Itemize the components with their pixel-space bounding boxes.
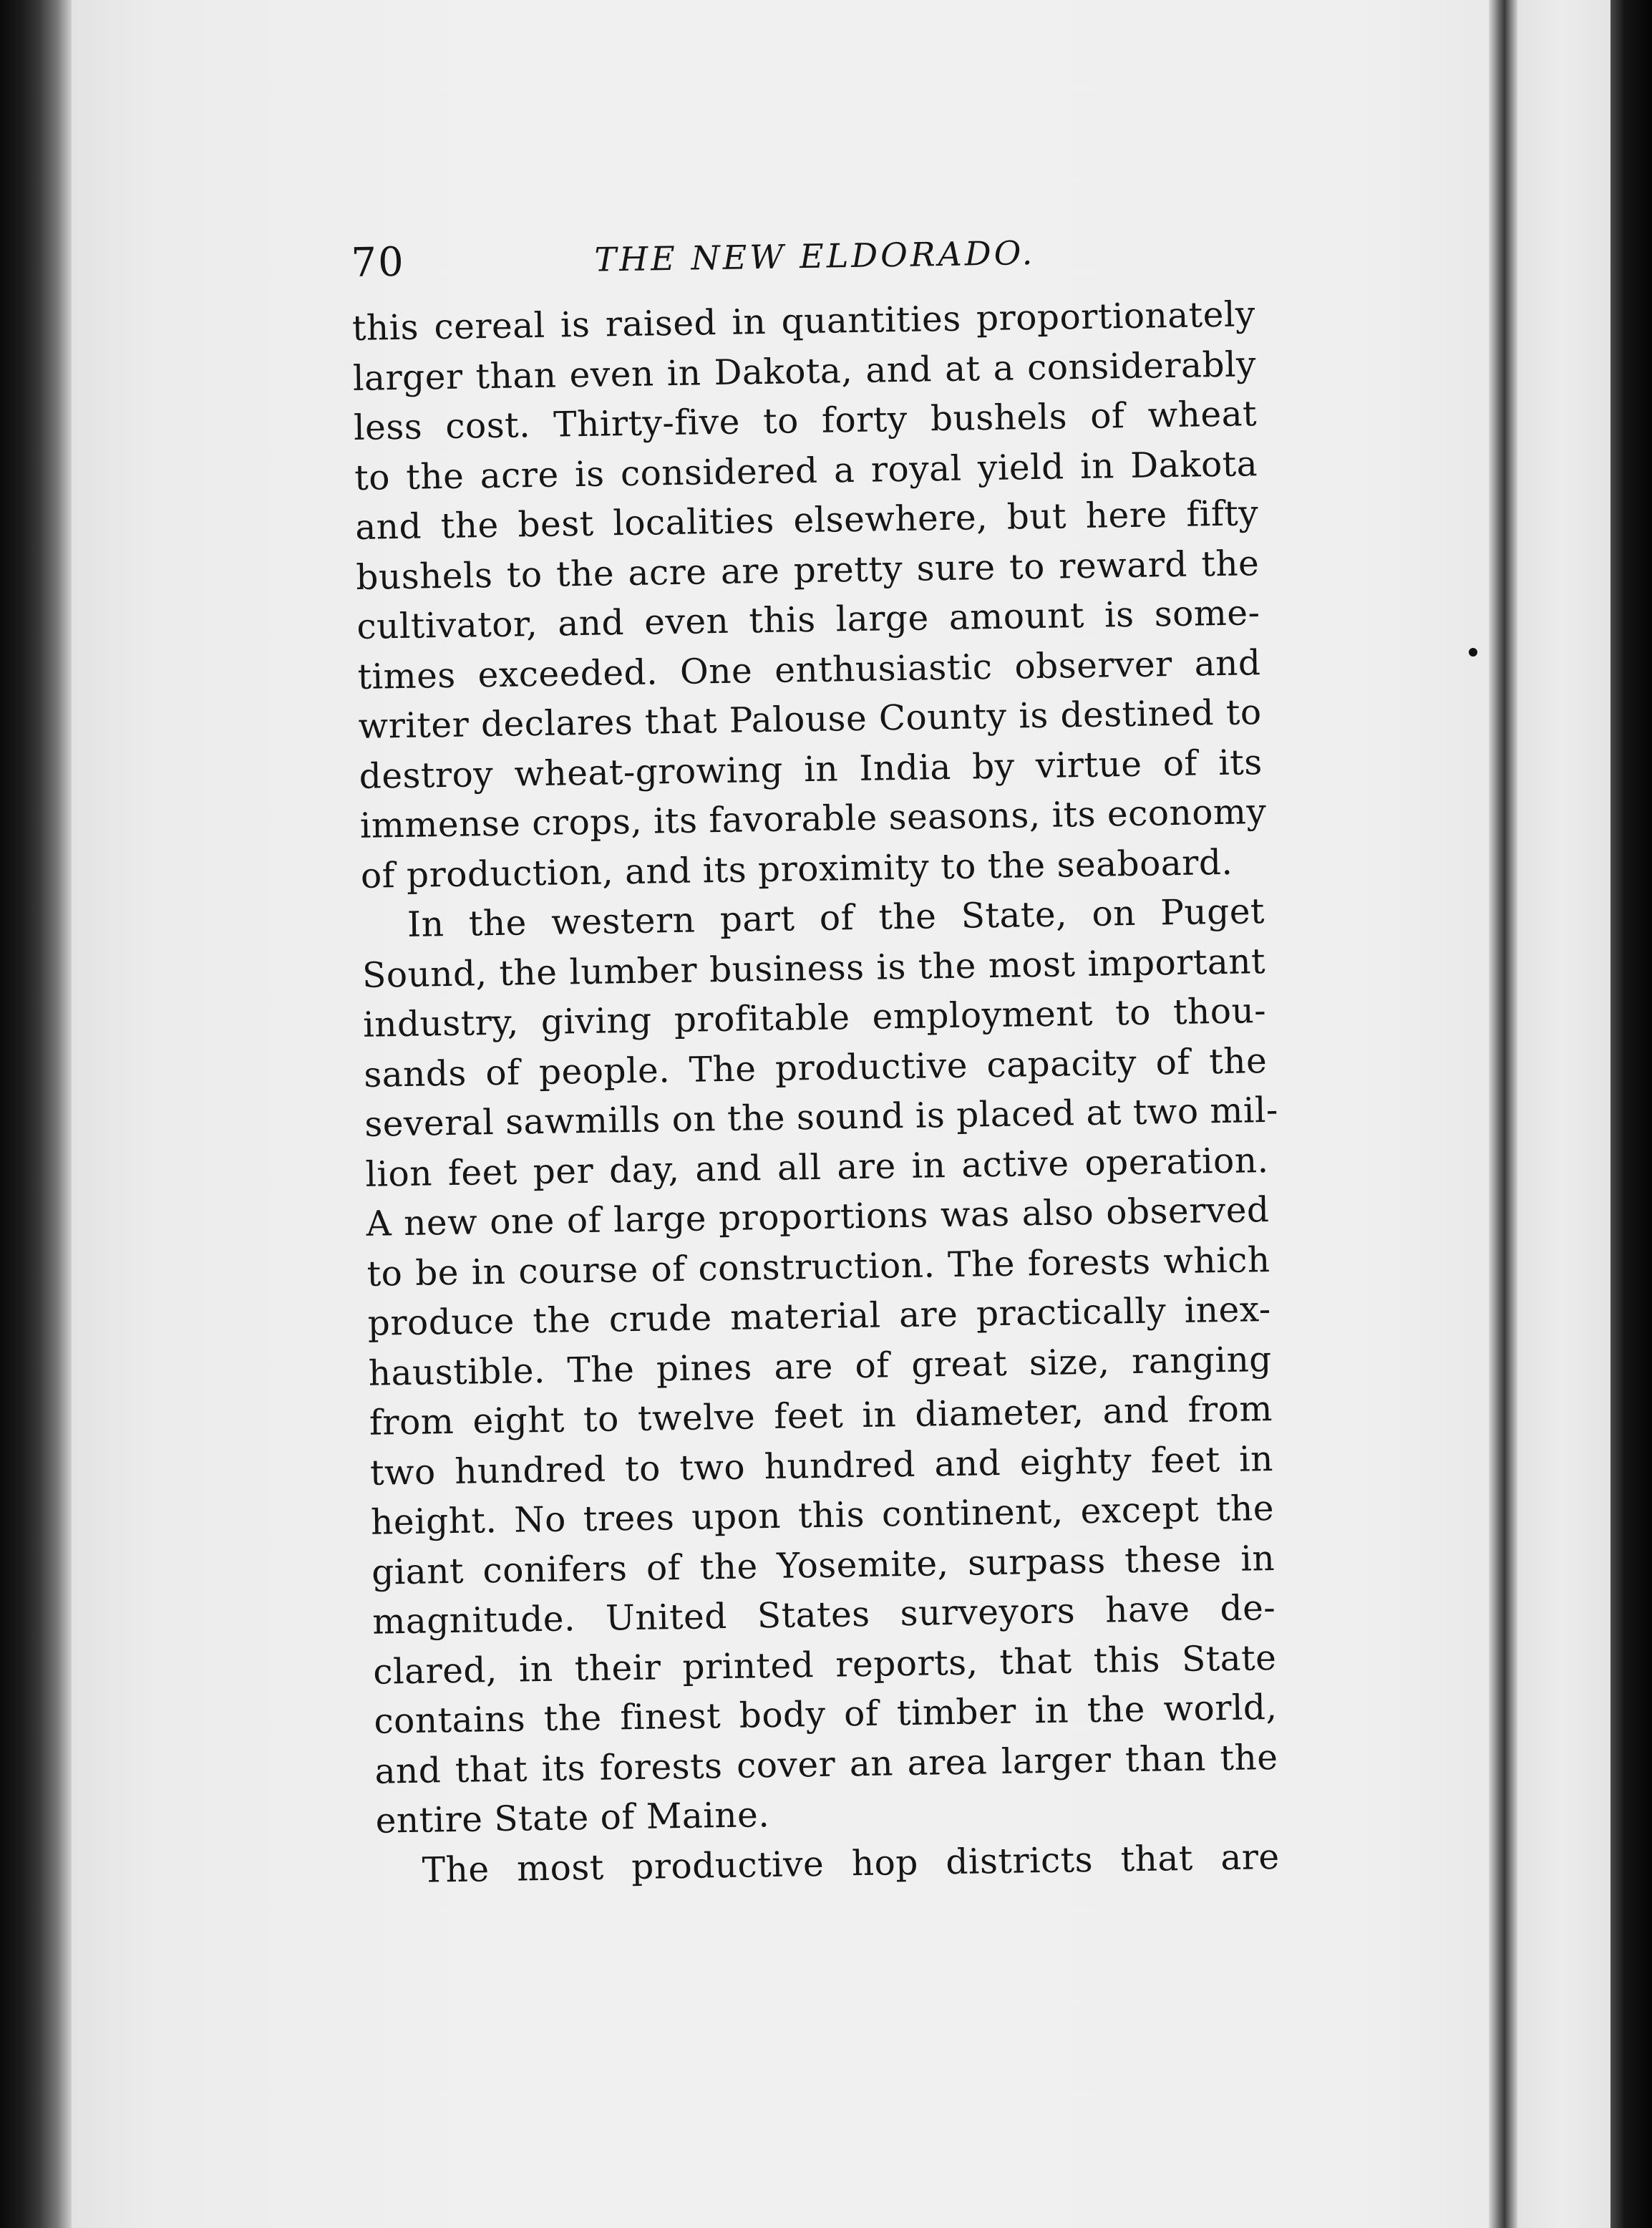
- text-line: produce the crude material are practically inex-: [367, 1289, 1272, 1344]
- text-line: from eight to twelve feet in diameter, and from: [369, 1388, 1273, 1443]
- text-line: of production, and its proximity to the seaboard.: [360, 842, 1233, 896]
- text-line: haustible. The pines are of great size, ranging: [368, 1339, 1273, 1394]
- text-line: two hundred to two hundred and eighty feet in: [369, 1438, 1274, 1493]
- text-line: contains the finest body of timber in the world,: [374, 1687, 1278, 1742]
- binding-edge-right: [1610, 0, 1652, 2228]
- text-line: industry, giving profitable employment to thou-: [362, 991, 1267, 1045]
- text-line: times exceeded. One enthusiastic observer and: [357, 642, 1261, 697]
- body-text: [351, 290, 1307, 1897]
- text-line: to be in course of construction. The forests which: [366, 1239, 1270, 1294]
- adjacent-page-edge: [1517, 0, 1610, 2228]
- text-line: The most productive hop districts that are: [422, 1836, 1281, 1891]
- text-line: A new one of large proportions was also observed: [366, 1190, 1270, 1244]
- text-line: to the acre is considered a royal yield in Dakota: [354, 443, 1258, 498]
- text-line: giant conifers of the Yosemite, surpass these in: [371, 1538, 1276, 1593]
- text-line: magnitude. United States surveyors have de-: [371, 1587, 1276, 1642]
- text-line: lion feet per day, and all are in active operation.: [365, 1140, 1269, 1195]
- ink-speck: [1469, 648, 1477, 657]
- text-line: and the best localities elsewhere, but here fifty: [354, 493, 1259, 548]
- page-fold: [1489, 0, 1517, 2228]
- text-line: immense crops, its favorable seasons, its economy: [359, 792, 1267, 846]
- text-line: writer declares that Palouse County is destined to: [358, 692, 1262, 747]
- text-line: entire State of Maine.: [375, 1795, 770, 1841]
- page-content: [351, 226, 1307, 1897]
- text-line: destroy wheat-growing in India by virtue of its: [359, 742, 1263, 797]
- text-line: height. No trees upon this continent, except the: [370, 1488, 1275, 1543]
- text-line: Sound, the lumber business is the most important: [361, 941, 1266, 996]
- running-title: THE NEW ELDORADO.: [594, 233, 1036, 279]
- text-line: bushels to the acre are pretty sure to reward the: [355, 543, 1260, 598]
- binding-edge-left: [0, 0, 79, 2228]
- text-line: several sawmills on the sound is placed at two mil-: [364, 1090, 1279, 1145]
- text-line: cultivator, and even this large amount is some-: [356, 593, 1260, 647]
- text-line: this cereal is raised in quantities proportionately: [351, 294, 1256, 349]
- page-number: 70: [351, 238, 406, 286]
- text-line: sands of people. The productive capacity of the: [363, 1040, 1268, 1095]
- text-line: less cost. Thirty-five to forty bushels of wheat: [353, 394, 1258, 448]
- text-line: and that its forests cover an area larger than the: [374, 1737, 1278, 1792]
- text-line: In the western part of the State, on Puget: [407, 891, 1265, 945]
- text-line: larger than even in Dakota, and at a considerably: [352, 344, 1257, 399]
- text-line: clared, in their printed reports, that this State: [372, 1637, 1277, 1692]
